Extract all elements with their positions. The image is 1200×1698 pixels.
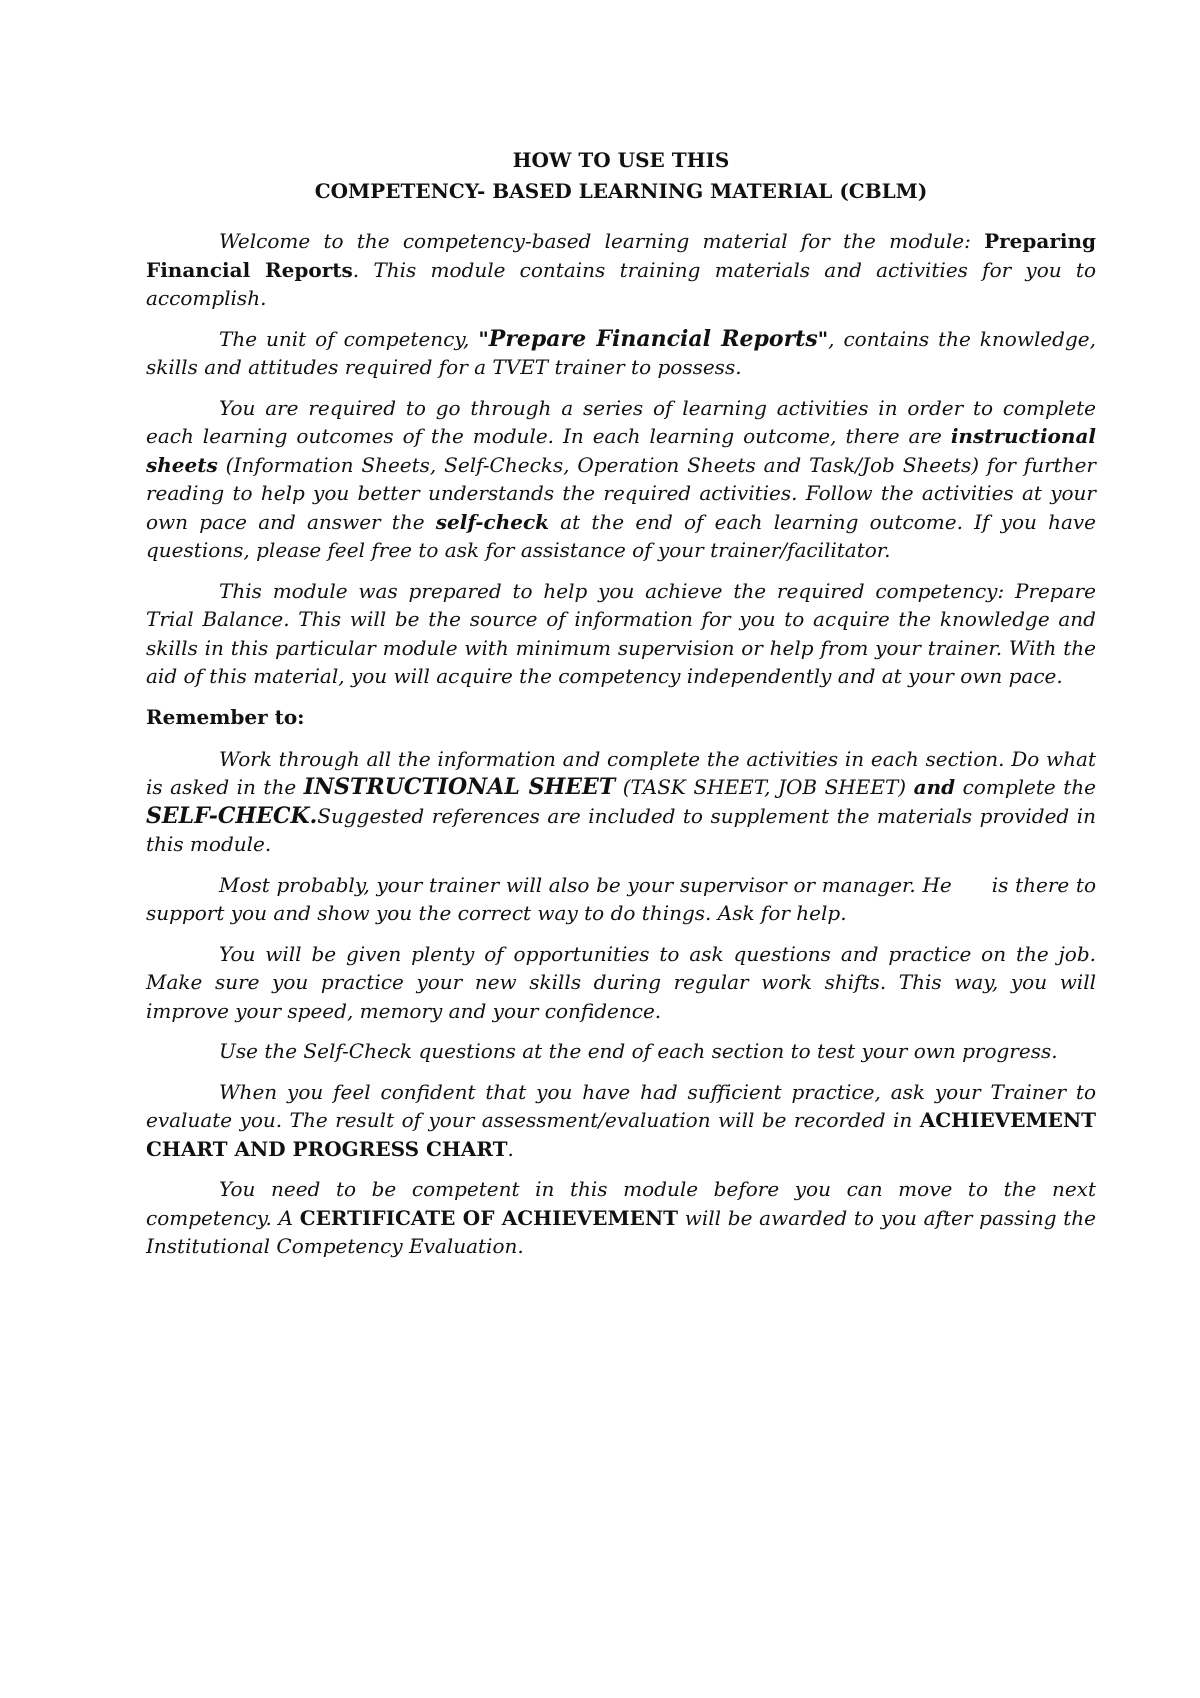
instructional-sheet-term: INSTRUCTIONAL SHEET [303, 774, 616, 800]
title-block [146, 145, 1096, 207]
text-run: at the end of each learning outcome. If you have questions, please feel free to ask for assistance of your trainer/facilitator. [146, 509, 1097, 562]
text-run: Suggested references are included to supplement the materials provided in this module. [146, 803, 1096, 856]
certificate-term: CERTIFICATE OF ACHIEVEMENT [299, 1205, 678, 1230]
self-check-paragraph [146, 1037, 1096, 1066]
text-run: You are required to go through a series of learning activities in order to complete each learning outcomes of the module. In each learning outcome, there are [146, 395, 1096, 448]
self-check-term: self-check [435, 509, 550, 534]
certificate-paragraph [146, 1175, 1096, 1261]
module-name: Preparing Financial Reports [146, 229, 1096, 282]
trainer-paragraph [146, 871, 1103, 928]
text-run: , contains the knowledge, skills and attitudes required for a TVET trainer to possess. [146, 326, 1096, 379]
text-run: will be awarded to you after passing the Institutional Competency Evaluation. [146, 1205, 1097, 1258]
text-run: complete the [955, 775, 1096, 799]
purpose-paragraph [146, 577, 1096, 691]
welcome-paragraph [146, 227, 1096, 313]
remember-heading: Remember to: [146, 704, 305, 729]
unit-paragraph [146, 325, 1096, 382]
activities-paragraph [146, 394, 1096, 565]
text-run: (Information Sheets, Self-Checks, Operation Sheets and Task/Job Sheets) for further reading to help you better understands the required activities. Follow the activities at your own pace and answer the [146, 452, 1096, 534]
text-run: Use the Self-Check questions at the end of each section to test your own progress. [219, 1039, 1058, 1063]
text-run: The unit of competency, [219, 326, 479, 351]
unit-name: Prepare Financial Reports [488, 325, 818, 352]
achievement-chart-term: ACHIEVEMENT CHART AND PROGRESS CHART [146, 1108, 1096, 1161]
quote-open: " [478, 326, 489, 351]
practice-paragraph [146, 940, 1096, 1026]
text-run: This module was prepared to help you achieve the required competency: Prepare Trial Balance. This will be the source of information for you to acquire the knowledge and skills in this particular module with minimum supervision or help from your trainer. With the aid of this material, you will acquire the competency independently and at your own pace. [146, 578, 1096, 688]
title-line-2: COMPETENCY- BASED LEARNING MATERIAL (CBLM) [314, 179, 928, 203]
text-run: (TASK SHEET, JOB SHEET) [615, 775, 914, 799]
text-run: You need to be competent in this module before you can move to the next competency. A [146, 1177, 1096, 1230]
work-through-paragraph [146, 745, 1096, 859]
and-term: and [913, 775, 956, 799]
text-run: Welcome to the competency-based learning material for the module: [219, 229, 985, 253]
text-run: Most probably, your trainer will also be your supervisor or manager. He is there to support you and show you the correct way to do things. Ask for help. [146, 872, 1103, 925]
self-check-caps-term: SELF-CHECK. [146, 802, 318, 829]
evaluation-paragraph [146, 1078, 1096, 1164]
text-run: When you feel confident that you have had sufficient practice, ask your Trainer to evaluate you. The result of your assessment/evaluation will be recorded in [146, 1079, 1096, 1132]
document-page [146, 145, 1103, 1273]
text-run: . This module contains training materials and activities for you to accomplish. [146, 257, 1096, 310]
quote-close: " [817, 326, 829, 351]
title-line-1: HOW TO USE THIS [512, 148, 730, 172]
text-run: Work through all the information and complete the activities in each section. Do what is asked in the [146, 746, 1096, 799]
text-run: You will be given plenty of opportunities to ask questions and practice on the job. Make sure you practice your new skills during regular work shifts. This way, you will improve your speed, memory and your confidence. [146, 941, 1096, 1023]
instructional-sheets-term: instructional sheets [146, 424, 1096, 477]
text-run: . [507, 1136, 514, 1161]
